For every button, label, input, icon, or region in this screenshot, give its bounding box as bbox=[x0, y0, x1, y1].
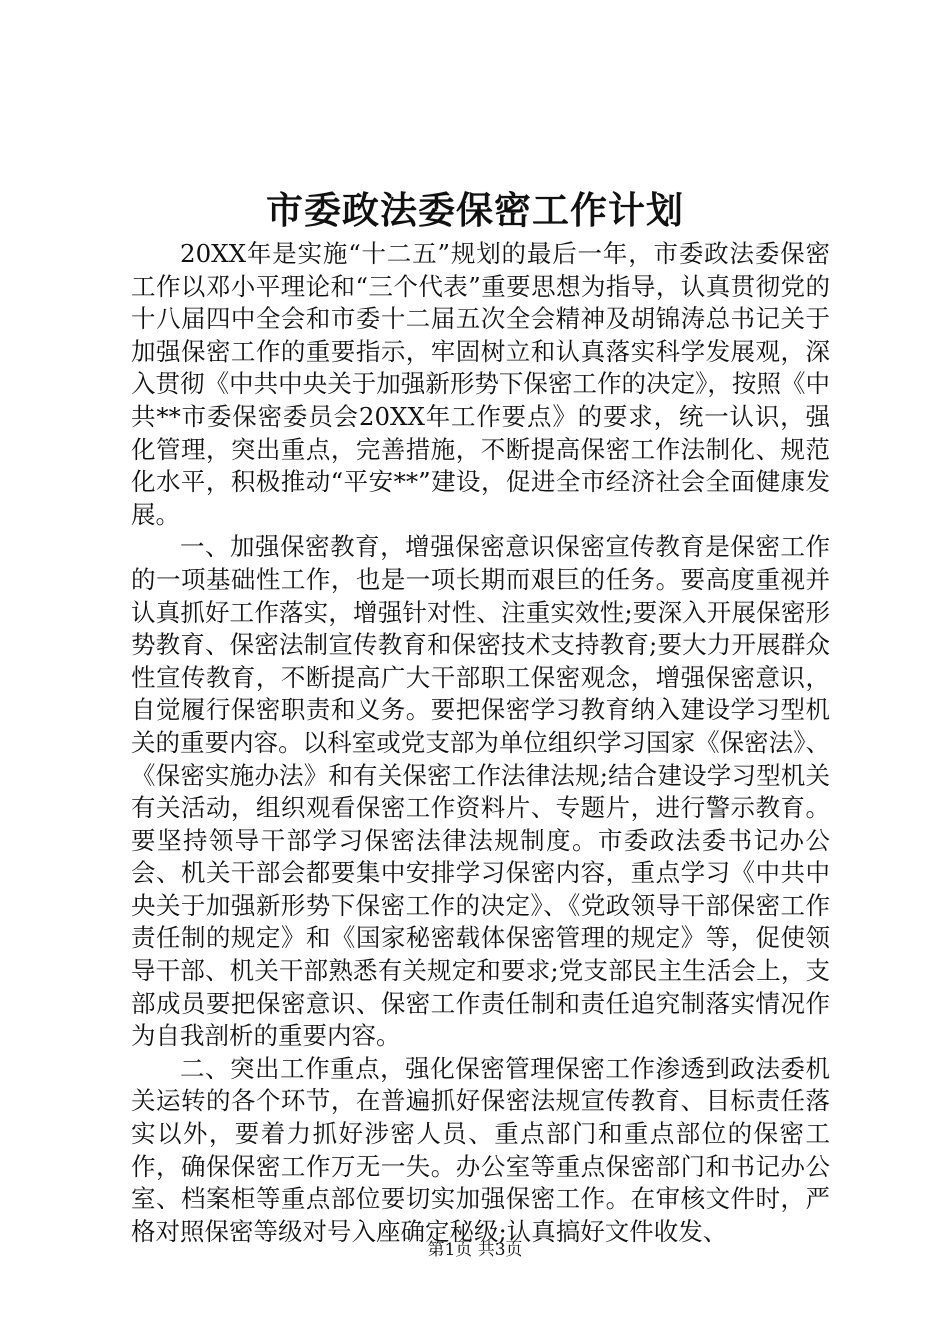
document-body bbox=[131, 238, 830, 1248]
paragraph-section-1: 一、加强保密教育，增强保密意识保密宣传教育是保密工作的一项基础性工作，也是一项长期而艰巨的任务。要高度重视并认真抓好工作落实，增强针对性、注重实效性;要深入开展保密形势教育、保密法制宣传教育和保密技术支持教育;要大力开展群众性宣传教育，不断提高广大干部职工保密观念，增强保密意识，自觉履行保密职责和义务。要把保密学习教育纳入建设学习型机关的重要内容。以科室或党支部为单位组织学习国家《保密法》、《保密实施办法》和有关保密工作法律法规;结合建设学习型机关有关活动，组织观看保密工作资料片、专题片，进行警示教育。要坚持领导干部学习保密法律法规制度。市委政法委书记办公会、机关干部会都要集中安排学习保密内容，重点学习《中共中央关于加强新形势下保密工作的决定》、《党政领导干部保密工作责任制的规定》和《国家秘密载体保密管理的规定》等，促使领导干部、机关干部熟悉有关规定和要求;党支部民主生活会上，支部成员要把保密意识、保密工作责任制和责任追究制落实情况作为自我剖析的重要内容。 bbox=[131, 532, 830, 1051]
page-number-footer: 第1页 共3页 bbox=[427, 1240, 523, 1260]
paragraph-intro: 20XX年是实施“十二五”规划的最后一年，市委政法委保密工作以邓小平理论和“三个代表”重要思想为指导，认真贯彻党的十八届四中全会和市委十二届五次全会精神及胡锦涛总书记关于加强保密工作的重要指示，牢固树立和认真落实科学发展观，深入贯彻《中共中央关于加强新形势下保密工作的决定》，按照《中共**市委保密委员会20XX年工作要点》的要求，统一认识，强化管理，突出重点，完善措施，不断提高保密工作法制化、规范化水平，积极推动“平安**”建设，促进全市经济社会全面健康发展。 bbox=[131, 239, 830, 529]
document-title: 市委政法委保密工作计划 bbox=[266, 188, 684, 232]
paragraph-section-2: 二、突出工作重点，强化保密管理保密工作渗透到政法委机关运转的各个环节，在普遍抓好保密法规宣传教育、目标责任落实以外，要着力抓好涉密人员、重点部门和重点部位的保密工作，确保保密工作万无一失。办公室等重点保密部门和书记办公室、档案柜等重点部位要切实加强保密工作。在审核文件时，严格对照保密等级对号入座确定秘级;认真搞好文件收发、 bbox=[131, 1053, 830, 1246]
